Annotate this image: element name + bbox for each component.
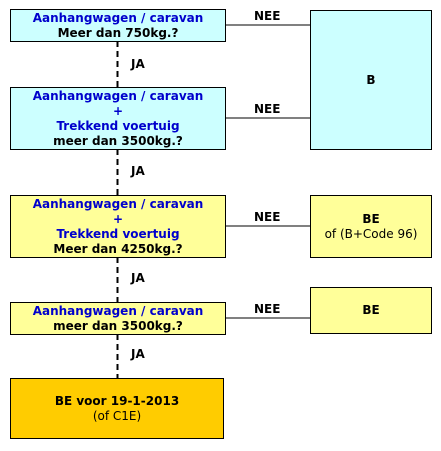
no-label-4: NEE (254, 302, 281, 316)
question-2-line-1: Aanhangwagen / caravan (32, 88, 204, 103)
question-1-line-1: Aanhangwagen / caravan (32, 10, 204, 25)
question-box-2 (10, 87, 226, 150)
result-box-b (310, 10, 432, 150)
result-be-2013-title: BE voor 19-1-2013 (54, 393, 180, 408)
yes-label-4: JA (131, 347, 145, 361)
result-be-code96-sub: of (B+Code 96) (324, 226, 418, 241)
result-be-title: BE (362, 303, 380, 317)
question-3-line-2: + (112, 211, 124, 226)
yes-label-1: JA (131, 57, 145, 71)
question-2-line-3: Trekkend voertuig (56, 118, 180, 133)
result-box-be-2013 (10, 378, 224, 439)
result-be-code96-title: BE (362, 211, 380, 226)
result-box-be (310, 287, 432, 334)
result-be-2013-sub: (of C1E) (92, 408, 142, 423)
question-1-line-2: Meer dan 750kg.? (57, 25, 179, 40)
question-4-line-2: meer dan 3500kg.? (53, 318, 183, 333)
result-box-be-code96 (310, 195, 432, 258)
question-3-line-4: Meer dan 4250kg.? (53, 241, 183, 256)
no-label-1: NEE (254, 9, 281, 23)
question-box-3 (10, 195, 226, 258)
yes-label-2: JA (131, 164, 145, 178)
no-label-2: NEE (254, 102, 281, 116)
question-2-line-2: + (112, 103, 124, 118)
question-box-4 (10, 302, 226, 335)
question-2-line-4: meer dan 3500kg.? (53, 133, 183, 148)
yes-label-3: JA (131, 271, 145, 285)
result-b-title: B (366, 72, 376, 87)
question-3-line-1: Aanhangwagen / caravan (32, 196, 204, 211)
question-4-line-1: Aanhangwagen / caravan (32, 303, 204, 318)
question-3-line-3: Trekkend voertuig (56, 226, 180, 241)
question-box-1 (10, 9, 226, 42)
no-label-3: NEE (254, 210, 281, 224)
